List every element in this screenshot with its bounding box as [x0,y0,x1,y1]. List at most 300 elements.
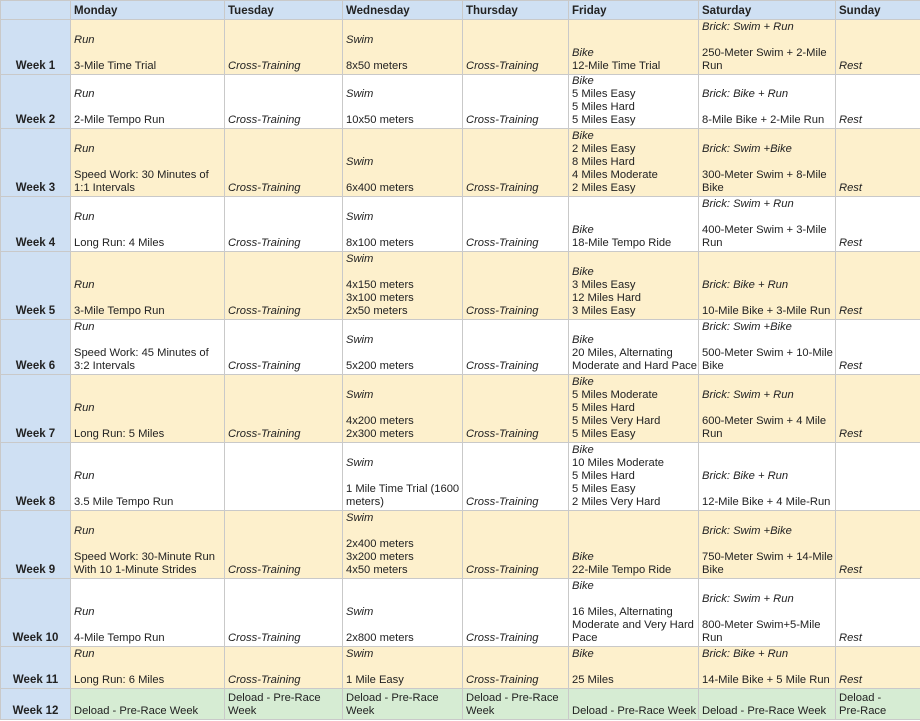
workout-detail [346,47,459,60]
workout-type: Swim [346,512,374,524]
workout-detail: Long Run: 6 Miles [74,674,165,686]
workout-type: Bike [572,224,594,236]
workout-detail [839,496,917,509]
workout-type: Bike [572,551,594,563]
workout-detail [702,661,832,674]
cell-thursday [463,197,569,252]
cell-monday [71,511,225,579]
workout-detail: 3-Mile Tempo Run [74,305,165,317]
workout-type: Run [74,143,95,155]
workout-detail: meters) [346,496,384,508]
workout-type: Swim [346,34,374,46]
workout-detail: 2 Miles Easy [572,143,636,155]
cell-thursday [463,689,569,720]
workout-type: Cross-Training [228,428,301,440]
cell-saturday [699,443,836,511]
workout-detail: 4x150 meters [346,279,414,291]
cell-sunday [836,375,920,443]
workout-detail [74,619,221,632]
workout-detail [74,661,221,674]
workout-detail: 8-Mile Bike + 2-Mile Run [702,114,825,126]
week-label: Week 3 [1,129,71,197]
table-row [1,647,920,689]
cell-monday [71,375,225,443]
workout-detail: Bike [702,360,724,372]
cell-wednesday [343,579,463,647]
week-label: Week 10 [1,579,71,647]
workout-detail: 300-Meter Swim + 8-Mile [702,169,827,181]
cell-wednesday [343,75,463,129]
workout-type: Cross-Training [466,564,539,576]
workout-detail [702,211,832,224]
workout-type: Bike [572,266,594,278]
workout-detail: Moderate and Hard Pace [572,360,698,372]
workout-detail: Week [228,705,257,717]
week-label: Week 11 [1,647,71,689]
header-row [1,1,920,20]
workout-type: Rest [839,674,863,686]
workout-type: Run [74,211,95,223]
header-corner [1,1,71,20]
cell-saturday [699,320,836,375]
workout-detail [702,292,832,305]
workout-detail: Speed Work: 30 Minutes of [74,169,209,181]
workout-type: Bike [572,648,594,660]
workout-detail: Deload - Pre-Race [346,692,439,704]
workout-detail [702,402,832,415]
workout-type: Rest [839,60,863,72]
cell-saturday [699,375,836,443]
cell-friday [569,75,699,129]
cell-monday [71,320,225,375]
cell-friday [569,443,699,511]
workout-detail: 4 Miles Moderate [572,169,658,181]
workout-detail: 5 Miles Hard [572,470,635,482]
cell-thursday [463,579,569,647]
cell-wednesday [343,443,463,511]
workout-type: Bike [572,75,594,87]
workout-type: Cross-Training [466,237,539,249]
workout-type: Rest [839,428,863,440]
workout-type: Cross-Training [466,60,539,72]
workout-type: Brick: Swim + Run [702,593,794,605]
workout-detail: Deload - Pre-Race [228,692,321,704]
cell-saturday [699,129,836,197]
header-thursday: Thursday [463,1,569,20]
cell-wednesday [343,252,463,320]
workout-detail: Bike [702,564,724,576]
workout-detail: 5x200 meters [346,360,414,372]
cell-thursday [463,647,569,689]
workout-detail: 2x800 meters [346,632,414,644]
cell-sunday [836,511,920,579]
workout-detail: 12-Mile Time Trial [572,60,661,72]
workout-detail: 10 Miles Moderate [572,457,665,469]
workout-type: Run [74,34,95,46]
cell-monday [71,689,225,720]
workout-detail: 250-Meter Swim + 2-Mile [702,47,827,59]
cell-monday [71,20,225,75]
workout-type: Cross-Training [228,632,301,644]
table-row [1,579,920,647]
workout-detail [74,334,221,347]
cell-tuesday [225,129,343,197]
table-row [1,443,920,511]
cell-sunday [836,689,920,720]
workout-detail: Run [702,428,723,440]
workout-type: Cross-Training [228,360,301,372]
workout-type: Brick: Swim + Run [702,21,794,33]
workout-type: Bike [572,334,594,346]
workout-detail: Moderate and Very Hard [572,619,694,631]
workout-detail: 5 Miles Moderate [572,389,658,401]
workout-type: Cross-Training [228,564,301,576]
workout-detail: 12-Mile Bike + 4 Mile-Run [702,496,831,508]
workout-type: Cross-Training [466,305,539,317]
workout-detail: 5 Miles Easy [572,483,636,495]
workout-type: Cross-Training [228,182,301,194]
workout-type: Bike [572,130,594,142]
workout-detail [346,470,459,483]
workout-detail: Deload - Pre-Race Week [74,705,199,717]
workout-detail: Week [466,705,495,717]
workout-detail: Long Run: 4 Miles [74,237,165,249]
cell-saturday [699,20,836,75]
workout-detail: 800-Meter Swim+5-Mile [702,619,821,631]
workout-type: Brick: Swim + Run [702,389,794,401]
workout-detail [702,606,832,619]
week-label: Week 12 [1,689,71,720]
workout-type: Swim [346,88,374,100]
workout-detail: 5 Miles Easy [572,114,636,126]
cell-tuesday [225,197,343,252]
workout-detail [702,156,832,169]
cell-saturday [699,75,836,129]
cell-friday [569,320,699,375]
cell-sunday [836,129,920,197]
workout-detail: 2 Miles Easy [572,182,636,194]
workout-type: Rest [839,237,863,249]
header-saturday: Saturday [699,1,836,20]
workout-detail: 4x200 meters [346,415,414,427]
workout-type: Cross-Training [466,428,539,440]
week-label: Week 9 [1,511,71,579]
cell-sunday [836,320,920,375]
cell-friday [569,375,699,443]
workout-type: Swim [346,211,374,223]
workout-type: Rest [839,360,863,372]
workout-detail [74,292,221,305]
workout-detail: 2x400 meters [346,538,414,550]
cell-monday [71,579,225,647]
workout-type: Run [74,606,95,618]
workout-detail: 3 Miles Easy [572,279,636,291]
workout-detail [228,496,339,509]
workout-type: Brick: Swim +Bike [702,321,792,333]
week-label: Week 8 [1,443,71,511]
week-label: Week 1 [1,20,71,75]
workout-detail: 8x100 meters [346,237,414,249]
cell-saturday [699,197,836,252]
cell-wednesday [343,320,463,375]
cell-friday [569,579,699,647]
workout-detail [74,415,221,428]
workout-detail: 5 Miles Very Hard [572,415,661,427]
cell-wednesday [343,197,463,252]
cell-monday [71,443,225,511]
cell-sunday [836,443,920,511]
table-row [1,129,920,197]
workout-detail: Pre-Race [839,705,887,717]
workout-detail: 1:1 Intervals [74,182,135,194]
workout-type: Bike [572,47,594,59]
workout-detail: 5 Miles Hard [572,402,635,414]
workout-detail [74,483,221,496]
workout-type: Swim [346,606,374,618]
cell-thursday [463,129,569,197]
cell-sunday [836,75,920,129]
workout-type: Brick: Bike + Run [702,279,789,291]
workout-type: Run [74,402,95,414]
workout-type: Cross-Training [228,114,301,126]
workout-type: Rest [839,632,863,644]
workout-type: Run [74,279,95,291]
workout-detail: Long Run: 5 Miles [74,428,165,440]
workout-type: Bike [572,444,594,456]
workout-detail: 500-Meter Swim + 10-Mile [702,347,833,359]
cell-saturday [699,511,836,579]
cell-tuesday [225,689,343,720]
cell-tuesday [225,20,343,75]
workout-detail: 2 Miles Very Hard [572,496,661,508]
workout-type: Cross-Training [466,632,539,644]
workout-detail [702,34,832,47]
workout-detail [74,538,221,551]
workout-type: Rest [839,182,863,194]
workout-detail [74,156,221,169]
workout-detail: 3:2 Intervals [74,360,135,372]
cell-friday [569,689,699,720]
header-tuesday: Tuesday [225,1,343,20]
workout-detail [74,101,221,114]
cell-sunday [836,647,920,689]
workout-type: Brick: Swim +Bike [702,525,792,537]
workout-type: Cross-Training [228,60,301,72]
workout-detail: 400-Meter Swim + 3-Mile [702,224,827,236]
cell-tuesday [225,375,343,443]
workout-type: Brick: Bike + Run [702,470,789,482]
header-friday: Friday [569,1,699,20]
workout-type: Brick: Swim +Bike [702,143,792,155]
cell-tuesday [225,579,343,647]
workout-detail [346,224,459,237]
cell-saturday [699,689,836,720]
workout-detail [702,334,832,347]
cell-wednesday [343,129,463,197]
workout-detail [702,538,832,551]
workout-detail [702,101,832,114]
workout-type: Cross-Training [466,360,539,372]
workout-detail [346,661,459,674]
workout-detail: Pace [572,632,598,644]
cell-sunday [836,579,920,647]
cell-thursday [463,252,569,320]
workout-detail: Deload - Pre-Race [466,692,559,704]
workout-detail: 5 Miles Hard [572,101,635,113]
workout-detail: 1 Mile Time Trial (1600 [346,483,460,495]
cell-thursday [463,443,569,511]
workout-type: Cross-Training [228,305,301,317]
workout-type: Cross-Training [466,182,539,194]
workout-type: Rest [839,305,863,317]
cell-tuesday [225,511,343,579]
table-row [1,75,920,129]
workout-type: Swim [346,253,374,265]
workout-detail: 14-Mile Bike + 5 Mile Run [702,674,830,686]
workout-detail: 4x50 meters [346,564,408,576]
workout-type: Brick: Bike + Run [702,648,789,660]
cell-thursday [463,75,569,129]
cell-tuesday [225,647,343,689]
workout-type: Cross-Training [228,237,301,249]
workout-type: Swim [346,648,374,660]
workout-type: Swim [346,457,374,469]
workout-detail: Speed Work: 30-Minute Run [74,551,215,563]
cell-thursday [463,320,569,375]
workout-detail: 6x400 meters [346,182,414,194]
workout-type: Bike [572,580,594,592]
workout-detail [346,101,459,114]
workout-detail [346,619,459,632]
cell-friday [569,647,699,689]
workout-type: Run [74,470,95,482]
cell-sunday [836,197,920,252]
workout-detail: 25 Miles [572,674,614,686]
workout-detail [702,483,832,496]
cell-wednesday [343,511,463,579]
workout-detail: Bike [702,182,724,194]
week-label: Week 6 [1,320,71,375]
cell-wednesday [343,375,463,443]
cell-friday [569,197,699,252]
workout-detail: 20 Miles, Alternating [572,347,673,359]
workout-detail: Deload - [839,692,882,704]
table-row [1,197,920,252]
workout-detail: 3.5 Mile Tempo Run [74,496,174,508]
week-label: Week 2 [1,75,71,129]
table-row [1,252,920,320]
workout-detail: 750-Meter Swim + 14-Mile [702,551,833,563]
workout-type: Swim [346,389,374,401]
workout-detail: 1 Mile Easy [346,674,404,686]
workout-detail: 18-Mile Tempo Ride [572,237,672,249]
workout-detail: 10-Mile Bike + 3-Mile Run [702,305,831,317]
workout-detail [74,47,221,60]
workout-type: Cross-Training [466,674,539,686]
workout-detail: 600-Meter Swim + 4 Mile [702,415,827,427]
workout-detail: Run [702,237,723,249]
workout-detail [346,347,459,360]
workout-type: Rest [839,564,863,576]
workout-type: Swim [346,334,374,346]
cell-wednesday [343,20,463,75]
workout-detail [346,402,459,415]
week-label: Week 5 [1,252,71,320]
cell-wednesday [343,647,463,689]
workout-detail: Speed Work: 45 Minutes of [74,347,209,359]
workout-detail: 2x300 meters [346,428,414,440]
cell-monday [71,129,225,197]
workout-detail [346,266,459,279]
workout-type: Rest [839,114,863,126]
workout-detail: Week [346,705,375,717]
week-label: Week 4 [1,197,71,252]
workout-detail: Deload - Pre-Race Week [572,705,697,717]
header-sunday: Sunday [836,1,920,20]
header-monday: Monday [71,1,225,20]
table-row [1,375,920,443]
cell-friday [569,511,699,579]
table-row [1,689,920,720]
workout-type: Cross-Training [228,674,301,686]
workout-detail: Deload - Pre-Race Week [702,705,827,717]
workout-type: Run [74,321,95,333]
cell-saturday [699,647,836,689]
cell-monday [71,197,225,252]
workout-detail: 8 Miles Hard [572,156,635,168]
workout-detail [346,525,459,538]
cell-saturday [699,252,836,320]
cell-tuesday [225,252,343,320]
workout-detail: 22-Mile Tempo Ride [572,564,672,576]
table-row [1,511,920,579]
workout-detail: With 10 1-Minute Strides [74,564,197,576]
cell-friday [569,129,699,197]
workout-detail: Run [702,60,723,72]
workout-detail: 16 Miles, Alternating [572,606,673,618]
workout-detail: 8x50 meters [346,60,408,72]
cell-thursday [463,511,569,579]
workout-type: Run [74,525,95,537]
cell-sunday [836,252,920,320]
workout-detail: 5 Miles Easy [572,88,636,100]
workout-detail [572,593,695,606]
cell-tuesday [225,443,343,511]
workout-type: Run [74,88,95,100]
week-label: Week 7 [1,375,71,443]
cell-thursday [463,20,569,75]
cell-tuesday [225,320,343,375]
workout-detail [74,224,221,237]
cell-monday [71,75,225,129]
workout-type: Cross-Training [466,114,539,126]
workout-detail: 4-Mile Tempo Run [74,632,165,644]
table-row [1,20,920,75]
cell-thursday [463,375,569,443]
cell-monday [71,252,225,320]
workout-detail: 12 Miles Hard [572,292,642,304]
workout-detail: 2x50 meters [346,305,408,317]
workout-detail: 5 Miles Easy [572,428,636,440]
header-wednesday: Wednesday [343,1,463,20]
cell-friday [569,20,699,75]
cell-sunday [836,20,920,75]
workout-detail: 3x100 meters [346,292,414,304]
cell-friday [569,252,699,320]
workout-detail [346,169,459,182]
workout-type: Swim [346,156,374,168]
cell-tuesday [225,75,343,129]
